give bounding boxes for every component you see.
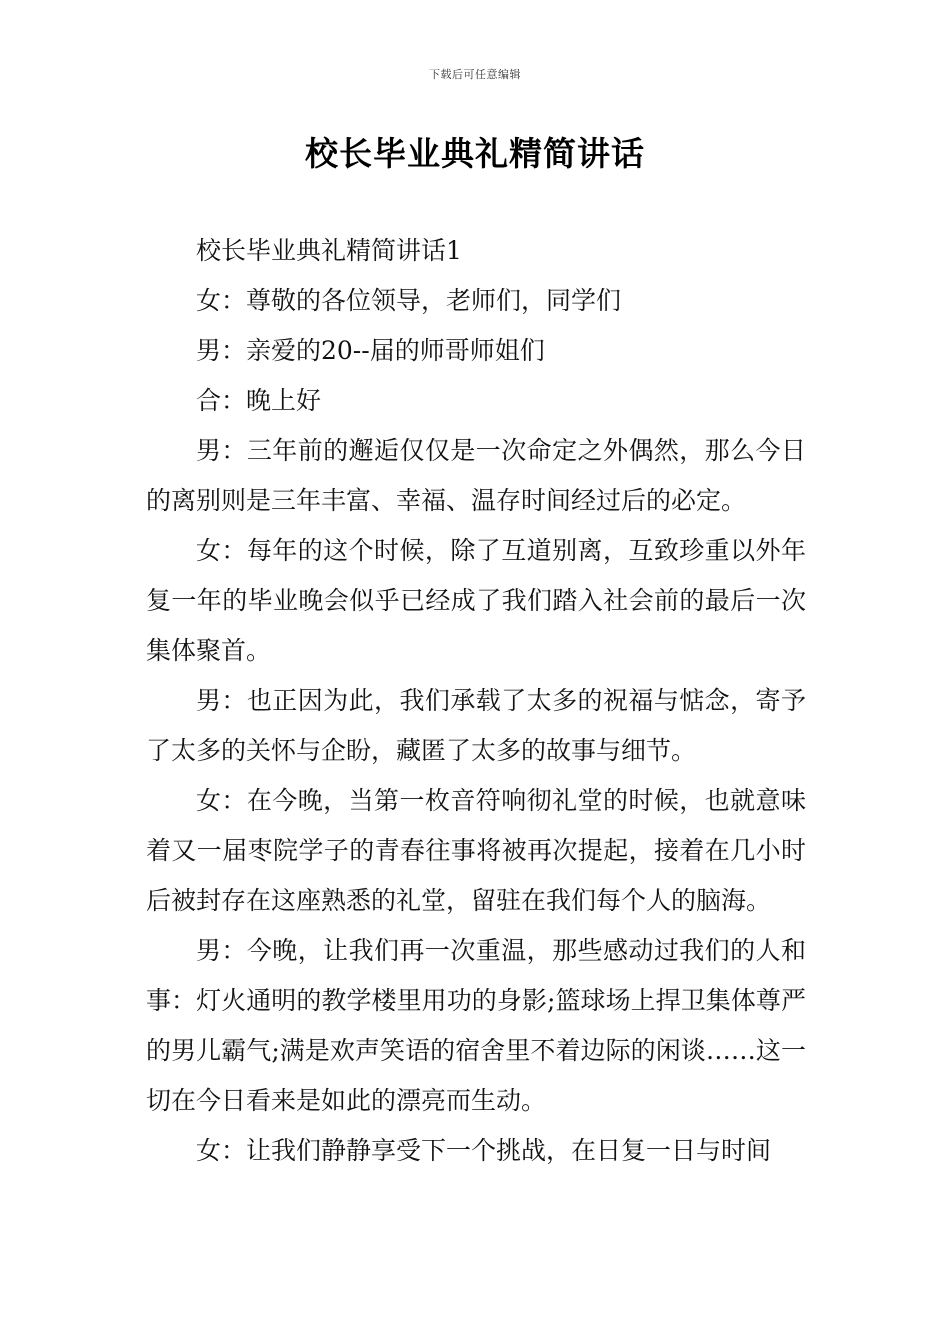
paragraph: 男：亲爱的20--届的师哥师姐们	[196, 336, 545, 365]
paragraph: 女：让我们静静享受下一个挑战，在日复一日与时间	[196, 1136, 772, 1165]
document-body	[146, 226, 806, 1176]
paragraph: 男：今晚，让我们再一次重温，那些感动过我们的人和事：灯火通明的教学楼里用功的身影;篮球场上捍卫集体尊严的男儿霸气;满是欢声笑语的宿舍里不着边际的闲谈……这一切在今日看来是如此的漂亮而生动。	[146, 936, 806, 1115]
header-note: 下载后可任意编辑	[429, 68, 521, 81]
paragraph: 女：在今晚，当第一枚音符响彻礼堂的时候，也就意味着又一届枣院学子的青春往事将被再次提起，接着在几小时后被封存在这座熟悉的礼堂，留驻在我们每个人的脑海。	[146, 786, 806, 915]
paragraph: 合：晚上好	[196, 386, 322, 415]
paragraph: 男：三年前的邂逅仅仅是一次命定之外偶然，那么今日的离别则是三年丰富、幸福、温存时间经过后的必定。	[146, 436, 806, 515]
paragraph: 女：每年的这个时候，除了互道别离，互致珍重以外年复一年的毕业晚会似乎已经成了我们踏入社会前的最后一次集体聚首。	[146, 536, 806, 665]
paragraph: 女：尊敬的各位领导，老师们，同学们	[196, 286, 622, 315]
paragraph: 男：也正因为此，我们承载了太多的祝福与惦念，寄予了太多的关怀与企盼，藏匿了太多的故事与细节。	[146, 686, 806, 765]
document-title: 校长毕业典礼精简讲话	[305, 134, 645, 173]
paragraph-subtitle: 校长毕业典礼精简讲话1	[196, 236, 462, 265]
